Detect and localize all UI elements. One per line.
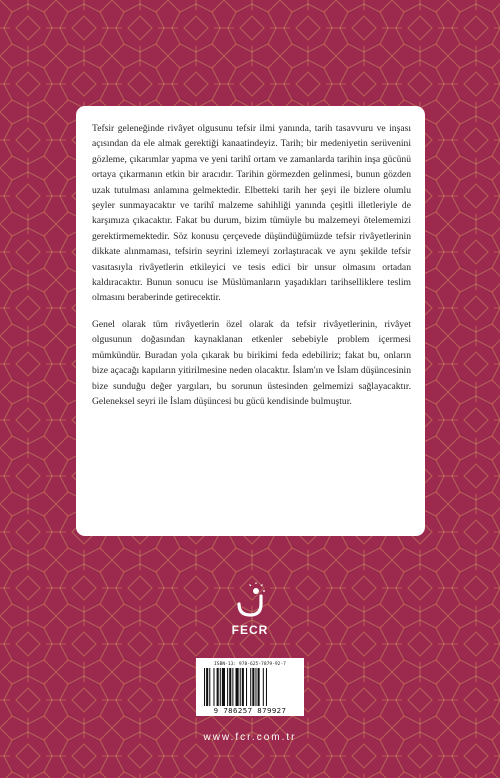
publisher-website: www.fcr.com.tr bbox=[203, 732, 297, 743]
barcode-bar bbox=[213, 668, 214, 706]
barcode-digits: 9 786257 879927 bbox=[213, 706, 287, 715]
fecr-logo-icon bbox=[230, 582, 270, 622]
barcode-bars bbox=[202, 668, 298, 706]
barcode-bar bbox=[240, 668, 241, 706]
barcode-bar bbox=[263, 668, 264, 706]
barcode-bar bbox=[255, 668, 256, 706]
barcode-bar bbox=[222, 668, 225, 706]
barcode-bar bbox=[220, 668, 221, 706]
barcode-bar bbox=[266, 668, 267, 706]
blurb-paragraph-2: Genel olarak tüm rivâyetlerin özel olarak da tefsir rivâyetlerinin, rivâyet olgusunun doğasından kaynaklanan etkenler sebebiyle problem içermesi mümkündür. Buradan yola çıkarak bu birikimi feda edebiliriz; fakat bu, onların bize açacağı kapıların yitirilmesine neden olacaktır. İslam'ın ve İslam düşüncesinin bize sunduğu değer yargıları, bu sorunun üstesinden gelmemizi sağlayacaktır. Geleneksel seyri ile İslam düşüncesi bu gücü kendisinde bulmuştur. bbox=[92, 318, 411, 407]
publisher-logo bbox=[222, 582, 278, 640]
isbn-barcode bbox=[196, 658, 304, 716]
blurb-paragraph-1: Tefsir geleneğinde rivâyet olgusunu tefsir ilmi yanında, tarih tasavvuru ve inşası açısından da ele almak gerektiği kanaatindeyiz. Tarih; bir medeniyetin serüvenini gözleme, çıkarımlar yapma ve yeni tarihî ortam ve zamanlarda tarihin inşa gücünü ortaya çıkarmanın etkin bir aracıdır. Tarihin görmezden gelinmesi, bunun gözden uzak tutulması anlamına gelmektedir. Elbetteki tarih her şeyi ile bizlere olumlu şeyler sunmayacaktır ve tarihî malzeme sahihliği yanında çeşitli illetleriyle de karşımıza çıkacaktır. Fakat bu durum, bizim tümüyle bu malzemeyi ötelememizi gerektirmemektedir. Söz konusu çerçevede düşündüğümüzde tefsir rivâyetlerinin dikkate alınmaması, tefsirin seyrini izlemeyi zorlaştıracak ve aynı şekilde tefsir vasıtasıyla rivâyetlerin etkileyici ve tesis edici bir unsur olmasını ortadan kaldıracaktır. Bunun sonucu ise Müslümanların yaşadıkları tarihselliklere teslim olmasını beraberinde getirecektir. bbox=[92, 123, 411, 304]
barcode-bar bbox=[232, 668, 233, 706]
barcode-bar bbox=[206, 668, 208, 706]
barcode-bar bbox=[209, 668, 210, 706]
barcode-bar bbox=[246, 668, 247, 706]
back-cover-text-box bbox=[76, 106, 425, 536]
barcode-bar bbox=[229, 668, 231, 706]
barcode-bar bbox=[252, 668, 254, 706]
barcode-bar bbox=[242, 668, 244, 706]
barcode-bar bbox=[236, 668, 239, 706]
publisher-name: FECR bbox=[231, 623, 269, 637]
barcode-bar bbox=[217, 668, 219, 706]
isbn-label: ISBN-13: 978-625-7879-92-7 bbox=[214, 662, 286, 667]
barcode-bar bbox=[258, 668, 260, 706]
barcode-bar bbox=[204, 668, 205, 706]
barcode-bar bbox=[250, 668, 251, 706]
barcode-bar bbox=[227, 668, 228, 706]
